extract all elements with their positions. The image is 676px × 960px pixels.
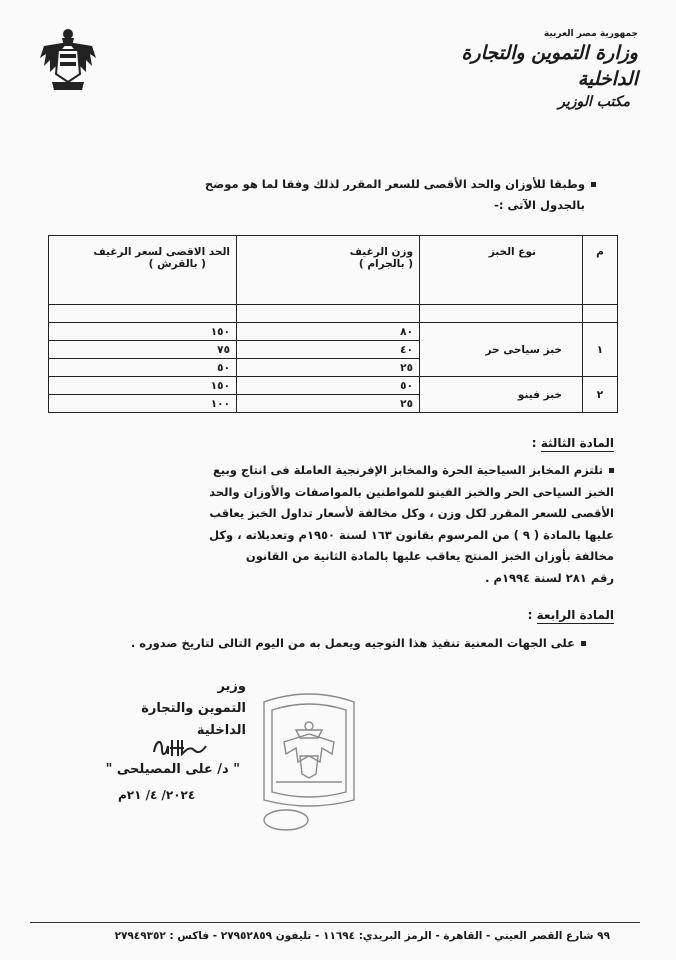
footer-divider [30,922,640,923]
article4-heading: المادة الرابعة : [527,608,614,622]
row-price: ٥٠ [49,359,237,377]
intro-paragraph [76,174,596,216]
row-weight: ٢٥ [237,359,420,377]
bread-price-table [48,235,618,413]
article3-line-5: مخالفة بأوزان الخبز المنتج يعاقب عليها بالمادة الثانية من القانون [245,549,614,563]
header-max-price: الحد الاقصى لسعر الرغيف ( بالقرش ) [49,236,237,305]
ministry-name: وزارة التموين والتجارة الداخلية [461,42,638,90]
handwritten-signature-icon [150,732,210,762]
row-price: ١٥٠ [49,377,237,395]
footer-address: ٩٩ شارع القصر العيني - القاهرة - الرمز البريدي: ١١٦٩٤ - تليفون ٢٧٩٥٢٨٥٩ - فاكس : ٢٧٩٤٩٣٥٢ [114,930,610,942]
row-type: خبز فينو [420,377,583,413]
row-weight: ٤٠ [237,341,420,359]
header-num: م [583,236,618,305]
republic-name: جمهورية مصر العربية [543,29,638,39]
article3-line-2: الخبز السياحى الحر والخبز الفينو للمواطنين بالمواصفات والأوزان والحد [209,484,614,499]
minister-name: " د/ على المصيلحى " [105,762,240,777]
table-row [49,323,618,341]
header-type: نوع الخبز [420,236,583,305]
office-name: مكتب الوزير [558,94,630,110]
header-weight: وزن الرغيف ( بالجرام ) [237,236,420,305]
row-weight: ٢٥ [237,395,420,413]
bullet-icon [591,182,596,187]
row-price: ١٥٠ [49,323,237,341]
article3-line-6: رقم ٢٨١ لسنة ١٩٩٤م . [485,570,614,585]
minister-title: وزير [217,679,246,694]
article3-heading: المادة الثالثة : [531,436,614,450]
article3-line-3: الأقصى للسعر المقرر لكل وزن ، وكل مخالفة لأسعار تداول الخبز يعاقب [209,506,614,520]
bullet-icon [581,641,586,646]
article3-line-4: عليها بالمادة ( ٩ ) من المرسوم بقانون ١٦٣ لسنة ١٩٥٠م وتعديلاته ، وكل [209,527,614,542]
intro-line-2: بالجدول الآتى :- [494,198,585,212]
bullet-icon [609,468,614,473]
signature-date: ٢٠٢٤/ ٤/ ٢١م [118,788,196,802]
spacer-row [49,305,618,323]
eagle-emblem-icon [38,24,98,96]
article3-body [58,460,614,589]
intro-line-1: وطبقا للأوزان والحد الأقصى للسعر المقرر لذلك وفقا لما هو موضح [204,177,585,191]
table-row [49,377,618,395]
article3-line-1: تلتزم المخابز السياحية الحرة والمخابز الإفرنجية العاملة فى انتاج وبيع [212,463,603,477]
table-header-row [49,236,618,305]
row-type: خبز سياحى حر [420,323,583,377]
official-stamp-icon [256,690,362,840]
row-price: ١٠٠ [49,395,237,413]
row-num: ١ [583,323,618,377]
article4-text: على الجهات المعنية تنفيذ هذا التوجيه ويعمل به من اليوم التالى لتاريخ صدوره . [130,636,575,650]
row-num: ٢ [583,377,618,413]
article4-body [66,633,586,653]
ministry-header [438,28,638,112]
row-weight: ٨٠ [237,323,420,341]
row-price: ٧٥ [49,341,237,359]
minister-ministry: التموين والتجارة الداخلية [141,701,246,738]
row-weight: ٥٠ [237,377,420,395]
